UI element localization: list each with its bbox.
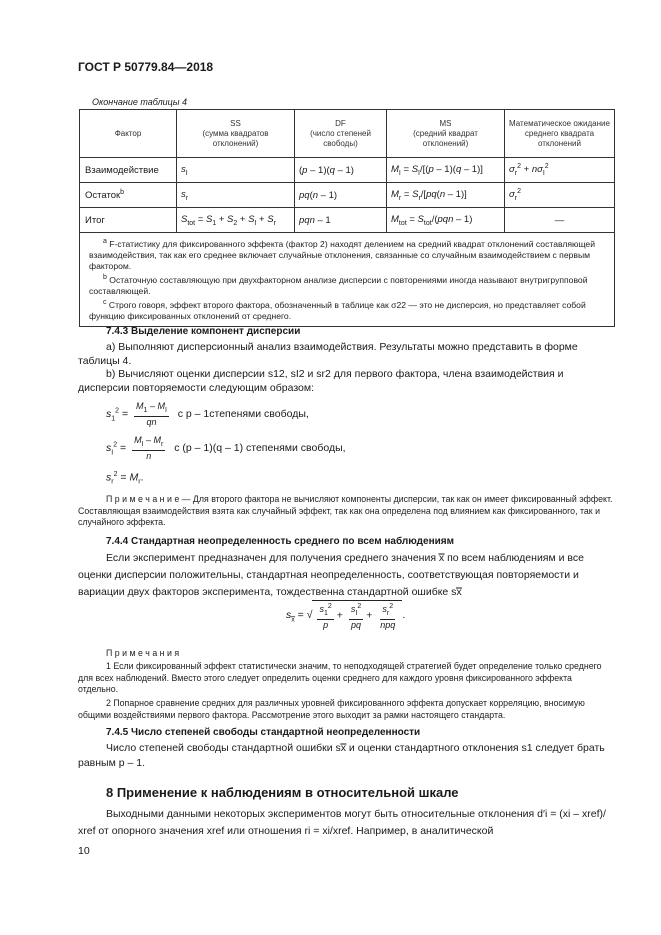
section-8-heading: 8 Применение к наблюдениям в относительной шкале [106,785,459,800]
table-footnotes-row [80,233,615,327]
formula-sr: $s_r^2 = M_r$. [106,471,144,486]
section-745-heading: 7.4.5 Число степеней свободы стандартной неопределенности [106,727,421,738]
table-row [80,208,615,233]
section-745-para: Число степеней свободы стандартной ошибки sx̿ и оценки стандартного отклонения s1 следует брать равным p – 1. [78,742,605,769]
table-footnotes [80,233,615,327]
cell-expectation: $\sigma_r^2$ [505,183,615,208]
col-header-factor: Фактор [80,110,177,158]
section-744-note-1: 1 Если фиксированный эффект статистически значим, то неподходящей стратегией будет определение только среднего для всех наблюдений. Вместо этого следует определить оценки среднего для каждого уровня фиксированного эффекта отдельно. [78,661,602,694]
cell-ms: $M_I = S_I/[(p - 1)(q - 1)]$ [387,158,505,183]
col-header-df: DF (число степеней свободы) [295,110,387,158]
section-743-para-a: a) Выполняют дисперсионный анализ взаимодействия. Результаты можно представить в форме таблицы 4. [78,341,578,367]
section-743-note: П р и м е ч а н и е — Для второго фактора не вычисляют компоненты дисперсии, так как он имеет фиксированный эффект. Составляющая взаимодействия взята как случайный эффект, так как она определена под влиянием как фиксированного, так и случайного эффекта. [78,494,613,527]
cell-ms: $M_{tot} = S_{tot}/(pqn - 1)$ [387,208,505,233]
cell-ms: $M_r = S_r/[pq(n - 1)]$ [387,183,505,208]
section-744-note-2: 2 Попарное сравнение средних для различных уровней фиксированного эффекта допускает корреляцию, вносимую общими воздействиями первого фактора. Рассмотрение этого выходит за рамки настоящего стандарта. [78,698,585,720]
formula-sx: $s_{x̿}$ = √ $\frac{s_1^2}{p}$ + $\frac{s_I^2}{pq}$ + $\frac{s_r^2}{\text{npq}}$ . [286,600,405,631]
formula-sI: $s_I^2$ = $\frac{M_I - M_r}{n}$ с (p – 1)(q – 1) степенями свободы, [106,435,346,461]
col-header-expectation: Математическое ожидание среднего квадрата отклонений [505,110,615,158]
col-header-ms: MS (средний квадрат отклонений) [387,110,505,158]
section-744-notes-title: П р и м е ч а н и я [106,648,180,658]
table-header-row [80,110,615,158]
cell-expectation: — [505,208,615,233]
cell-factor: Итог [80,208,177,233]
table-row [80,158,615,183]
section-743-heading: 7.4.3 Выделение компонент дисперсии [106,326,301,337]
footnote-b: $^b$ Остаточную составляющую при двухфакторном анализе дисперсии с повторениями иногда называют внутригрупповой составляющей. [89,273,588,296]
cell-df: pq(n – 1) [295,183,387,208]
cell-ss: $S_{tot} = S_1 + S_2 + S_I + S_r$ [177,208,295,233]
footnote-c: $^c$ Строго говоря, эффект второго фактора, обозначенный в таблице как σ22 — это не дисперсия, но представляет собой функцию фиксированных отклонений от среднего. [89,298,586,321]
page-number: 10 [78,845,90,857]
section-744-para: Если эксперимент предназначен для получения среднего значения x̿ по всем наблюдениям и все оценки дисперсии положительны, стандартная неопределенность, соответствующая повторяемости и вариации двух факторов эксперимента, тождественна стандартной ошибке sx̿ [78,552,584,598]
cell-df: (p – 1)(q – 1) [295,158,387,183]
section-743-para-b: b) Вычисляют оценки дисперсии s12, sI2 и sr2 для первого фактора, члена взаимодействия и дисперсии повторяемости следующим образом: [78,368,564,394]
cell-factor: Взаимодействие [80,158,177,183]
section-744-heading: 7.4.4 Стандартная неопределенность среднего по всем наблюдениям [106,536,455,547]
col-header-ss: SS (сумма квадратов отклонений) [177,110,295,158]
table-caption: Окончание таблицы 4 [92,97,187,107]
table-row [80,183,615,208]
footnote-a: $^a$ F-статистику для фиксированного эффекта (фактор 2) находят делением на средний квадрат отклонений составляющей взаимодействия, так как его среднее включает случайные отклонения, связанные со случайным взаимодействием с первым фактором. [89,238,596,271]
cell-ss: $s_I$ [177,158,295,183]
cell-expectation: $\sigma_r^2 + n\sigma_I^2$ [505,158,615,183]
formula-s1: $s_1^2$ = $\frac{M_1 - M_I}{qn}$ с p – 1степенями свободы, [106,401,309,427]
anova-table [79,109,615,327]
section-8-para: Выходными данными некоторых экспериментов могут быть относительные отклонения d′i = (xi – xref)/ xref от опорного значения xref или отношения ri = xi/xref. Например, в аналитической [78,808,606,837]
cell-df: pqn – 1 [295,208,387,233]
cell-ss: $s_r$ [177,183,295,208]
standard-header: ГОСТ Р 50779.84—2018 [78,60,214,74]
cell-factor: Остаток$^b$ [80,183,177,208]
